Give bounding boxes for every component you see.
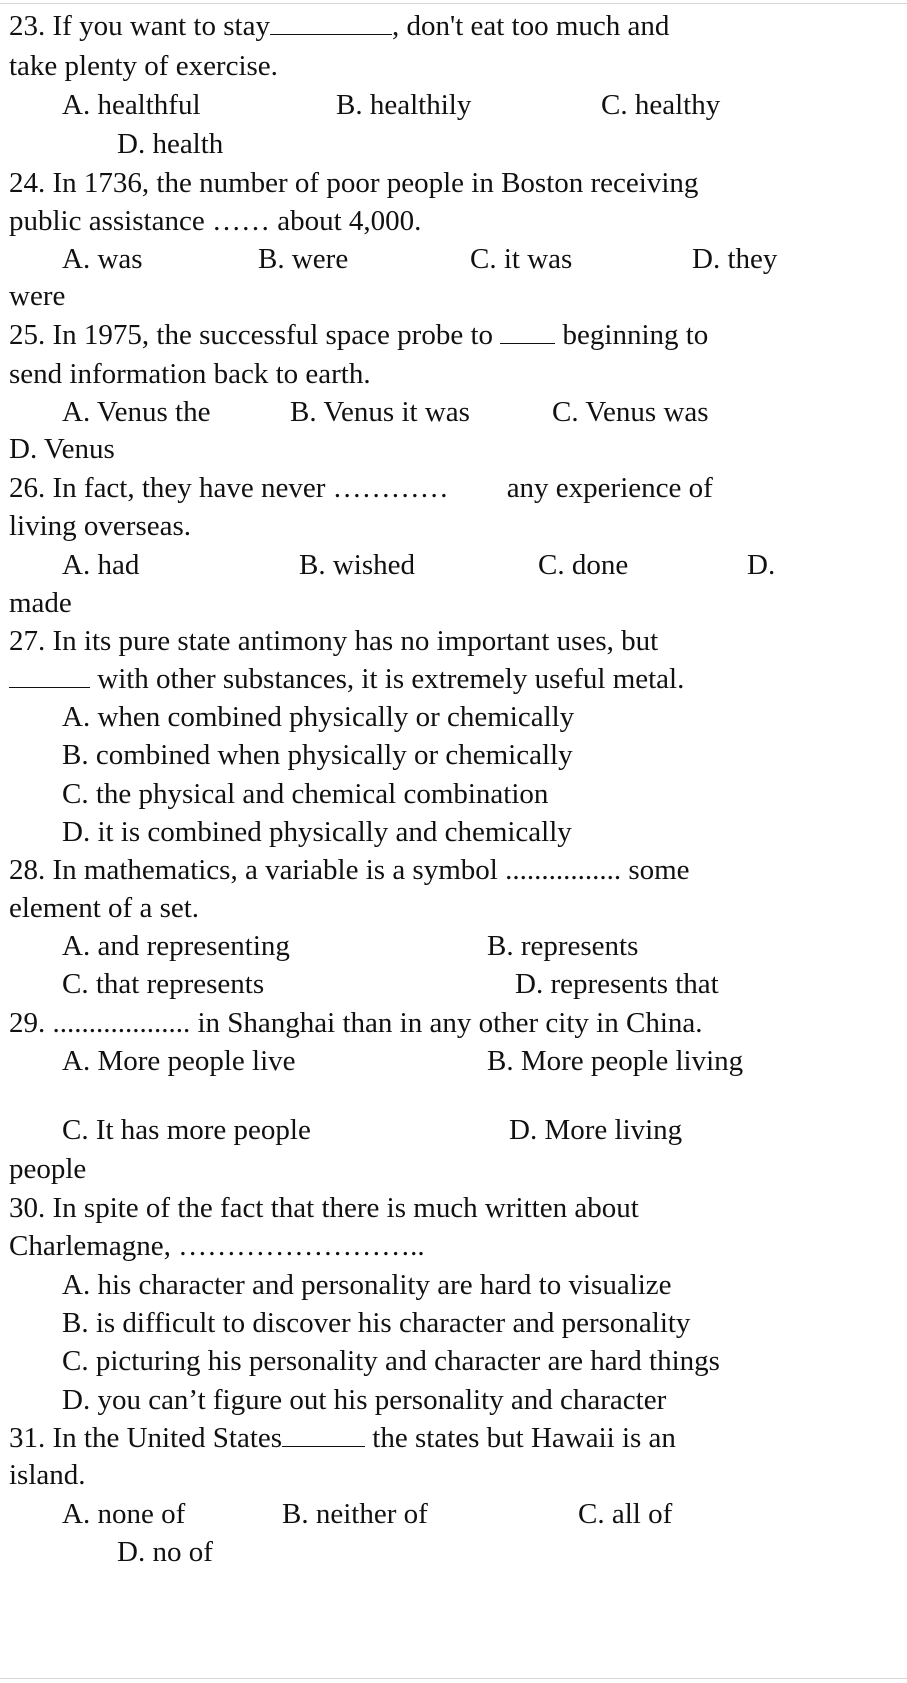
question-31-option-c: C. all of [578,1498,673,1530]
question-23-option-b: B. healthily [336,89,472,121]
question-31-option-d: D. no of [117,1536,213,1568]
question-23-stem-line1: 23. If you want to stay , don't eat too much and [9,10,670,42]
question-29-option-d-wrap: people [9,1153,87,1185]
question-25-stem-line1: 25. In 1975, the successful space probe to beginning to [9,319,709,351]
question-25-option-c: C. Venus was [552,396,709,428]
question-24-option-d-wrap: were [9,280,66,312]
question-26-option-d: D. [747,549,776,581]
question-30-stem-line1: 30. In spite of the fact that there is much written about [9,1192,639,1224]
question-26-option-b: B. wished [299,549,415,581]
question-28-stem-line1: 28. In mathematics, a variable is a symbol ................ some [9,854,690,886]
question-28-option-c: C. that represents [62,968,265,1000]
question-29-option-d: D. More living [509,1114,683,1146]
question-26-stem-line1: 26. In fact, they have never ………… any experience of [9,472,713,504]
question-25-stem-line2: send information back to earth. [9,358,371,390]
question-30-option-b: B. is difficult to discover his character and personality [62,1307,691,1339]
question-25-option-a: A. Venus the [62,396,211,428]
question-28-option-d: D. represents that [515,968,719,1000]
question-24-stem-line2: public assistance …… about 4,000. [9,205,422,237]
question-30-option-c: C. picturing his personality and character are hard things [62,1345,720,1377]
question-26-option-a: A. had [62,549,140,581]
question-30-option-a: A. his character and personality are hard to visualize [62,1269,672,1301]
question-27-option-b: B. combined when physically or chemically [62,739,573,771]
bottom-divider [0,1678,907,1679]
question-31-stem-line1: 31. In the United States the states but Hawaii is an [9,1422,676,1454]
question-24-option-b: B. were [258,243,349,275]
question-29-option-c: C. It has more people [62,1114,311,1146]
question-31-option-a: A. none of [62,1498,186,1530]
question-30-stem-line2: Charlemagne, …………………….. [9,1230,425,1262]
question-24-option-c: C. it was [470,243,573,275]
question-24-stem-line1: 24. In 1736, the number of poor people in Boston receiving [9,167,699,199]
question-27-stem-line1: 27. In its pure state antimony has no important uses, but [9,625,659,657]
question-26-option-d-wrap: made [9,587,72,619]
question-31-option-b: B. neither of [282,1498,428,1530]
top-divider [0,3,907,4]
question-23-option-d: D. health [117,128,224,160]
question-27-option-a: A. when combined physically or chemically [62,701,575,733]
question-23-option-c: C. healthy [601,89,721,121]
question-30-option-d: D. you can’t figure out his personality and character [62,1384,667,1416]
question-31-stem-line2: island. [9,1459,86,1491]
question-29-option-b: B. More people living [487,1045,744,1077]
question-27-stem-line2: with other substances, it is extremely useful metal. [9,662,684,696]
question-28-option-b: B. represents [487,930,639,962]
question-28-stem-line2: element of a set. [9,892,200,924]
answer-blank [9,663,90,688]
question-24-option-a: A. was [62,243,143,275]
question-23-option-a: A. healthful [62,89,201,121]
question-26-option-c: C. done [538,549,629,581]
question-25-option-d: D. Venus [9,433,115,465]
question-24-option-d: D. they [692,243,778,275]
answer-blank [270,10,392,35]
question-29-option-a: A. More people live [62,1045,296,1077]
question-27-option-c: C. the physical and chemical combination [62,778,549,810]
question-27-option-d: D. it is combined physically and chemically [62,816,572,848]
answer-blank [500,319,555,344]
answer-blank [282,1422,365,1447]
question-28-option-a: A. and representing [62,930,290,962]
question-29-stem-line1: 29. ................... in Shanghai than in any other city in China. [9,1007,703,1039]
question-26-stem-line2: living overseas. [9,510,192,542]
question-23-stem-line2: take plenty of exercise. [9,50,278,82]
question-25-option-b: B. Venus it was [290,396,470,428]
